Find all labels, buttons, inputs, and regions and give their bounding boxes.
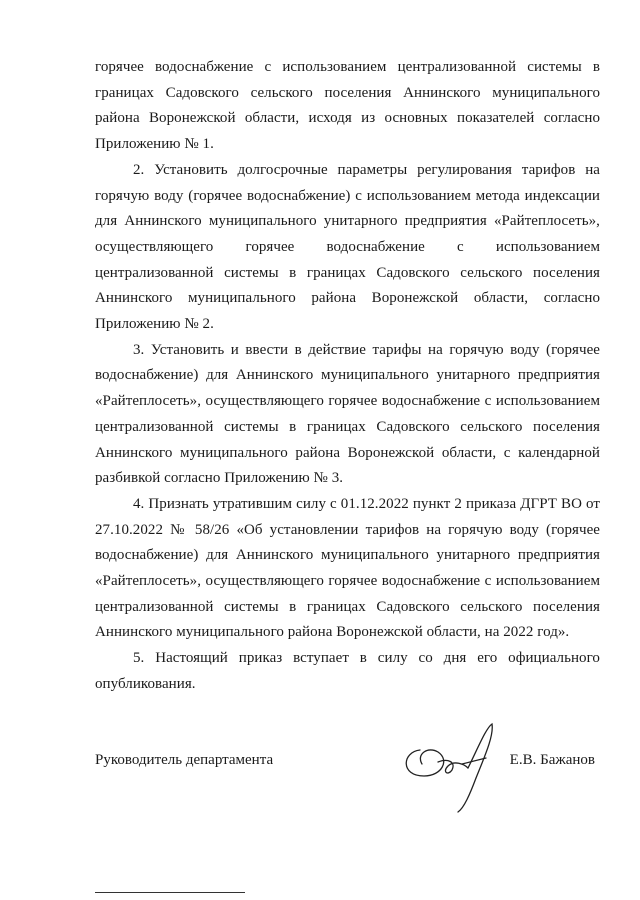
paragraph-item-5: 5. Настоящий приказ вступает в силу со дня его официального опубликования. xyxy=(95,650,600,692)
handwritten-signature xyxy=(398,718,502,818)
document-body xyxy=(95,55,600,698)
paragraph-continuation: горячее водоснабжение с использованием централизованной системы в границах Садовского сельского поселения Аннинского муниципального района Воронежской области, исходя из основных показателей согласно Приложению № 1. xyxy=(95,59,600,153)
paragraph-item-4: 4. Признать утратившим силу с 01.12.2022 пункт 2 приказа ДГРТ ВО от 27.10.2022 № 58/26 «Об установлении тарифов на горячую воду (горячее водоснабжение) для Аннинского муниципального унитарного предприятия «Райтеплосеть», осуществляющего горячее водоснабжение с использованием централизованной системы в границах Садовского сельского поселения Аннинского муниципального района Воронежской области, на 2022 год». xyxy=(95,495,600,641)
signatory-position: Руководитель департамента xyxy=(95,752,274,768)
footnote-divider xyxy=(95,892,245,893)
paragraph-item-3: 3. Установить и ввести в действие тарифы на горячую воду (горячее водоснабжение) для Аннинского муниципального унитарного предприятия «Райтеплосеть», осуществляющего горячее водоснабжение с использованием централизованной системы в границах Садовского сельского поселения Аннинского муниципального района Воронежской области, с календарной разбивкой согласно Приложению № 3. xyxy=(95,341,600,487)
signatory-name: Е.В. Бажанов xyxy=(509,752,595,768)
paragraph-item-2: 2. Установить долгосрочные параметры регулирования тарифов на горячую воду (горячее водоснабжение) с использованием метода индексации для Аннинского муниципального унитарного предприятия «Райтеплосеть», осуществляющего горячее водоснабжение с использованием централизованной системы в границах Садовского сельского поселения Аннинского муниципального района Воронежской области, согласно Приложению № 2. xyxy=(95,161,600,333)
signature-block xyxy=(95,752,600,782)
